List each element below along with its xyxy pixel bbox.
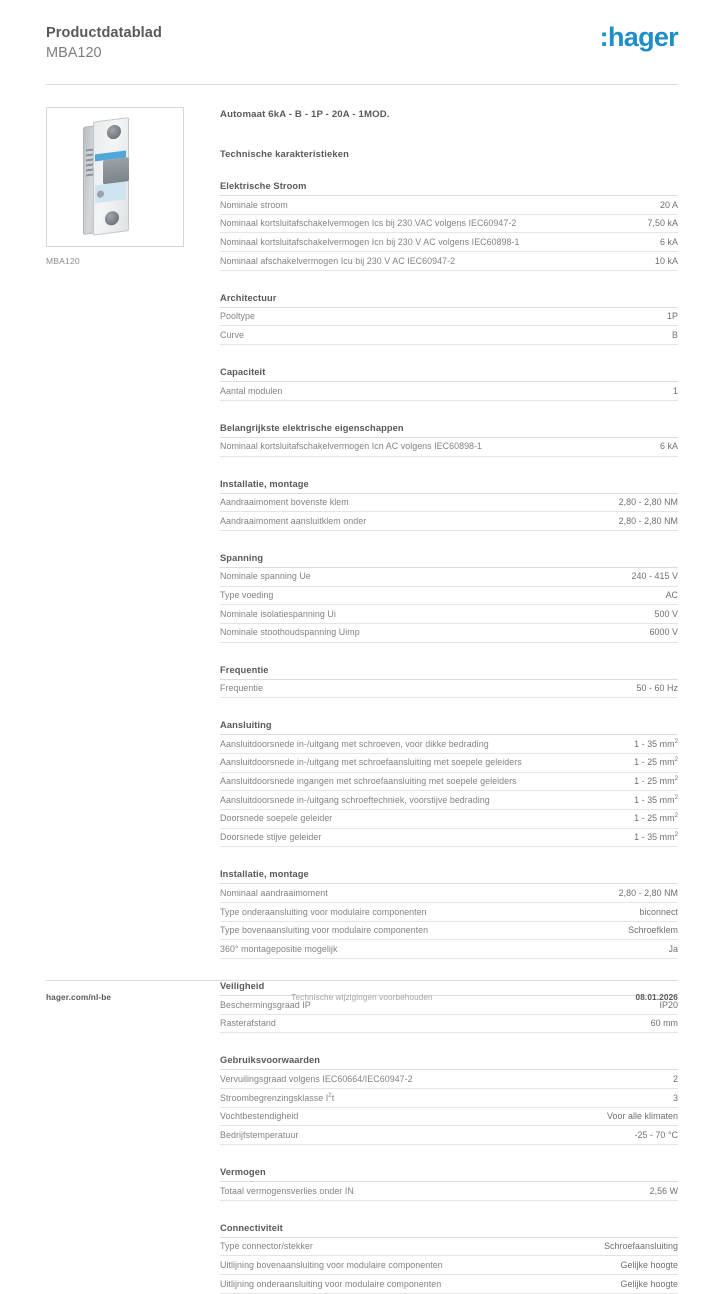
product-description: Automaat 6kA - B - 1P - 20A - 1MOD. — [220, 109, 390, 121]
product-image-caption: MBA120 — [46, 256, 80, 267]
specification-group-title: Elektrische Stroom — [220, 181, 678, 196]
specification-label: Pooltype — [220, 311, 255, 322]
specification-value: 240 - 415 V — [631, 571, 678, 582]
specification-group — [220, 553, 678, 643]
specification-value: 6 kA — [660, 441, 678, 452]
specification-row — [220, 233, 678, 252]
specification-value: 1 - 25 $mm^2$ — [634, 813, 678, 824]
specification-label: Vochtbestendigheid — [220, 1111, 299, 1122]
specification-value: 500 V — [654, 608, 678, 619]
specification-value: 1 - 25 $mm^2$ — [634, 776, 678, 787]
specification-label: Aansluitdoorsnede in-/uitgang schroeftechniek, voorstijve bedrading — [220, 794, 490, 805]
specification-label: Nominaal kortsluitafschakelvermogen Ics bij 230 VAC volgens IEC60947-2 — [220, 218, 517, 229]
specification-groups — [220, 181, 678, 1294]
specification-label: Frequentie — [220, 683, 263, 694]
specification-row — [220, 680, 678, 699]
specification-label: Nominaal aandraaimoment — [220, 887, 328, 898]
specification-row — [220, 1275, 678, 1294]
specification-value: 10 kA — [655, 255, 678, 266]
specification-label: Aansluitdoorsnede ingangen met schroefaansluiting met soepele geleiders — [220, 776, 517, 787]
product-image-column — [46, 107, 198, 266]
specification-group — [220, 869, 678, 959]
specification-row — [220, 903, 678, 922]
specification-value: AC — [665, 590, 678, 601]
specification-row — [220, 735, 678, 754]
specification-label: Beschermingsgraad IP — [220, 999, 311, 1010]
page-header — [46, 0, 678, 63]
specification-row — [220, 196, 678, 215]
specification-value: 20 A — [660, 199, 678, 210]
footer-website[interactable]: hager.com/nl-be — [46, 992, 112, 1002]
specification-value: 1 - 35 $mm^2$ — [634, 794, 678, 805]
specification-value: 1 - 25 $mm^2$ — [634, 757, 678, 768]
specification-label: Nominaal afschakelvermogen Icu bij 230 V AC IEC60947-2 — [220, 255, 456, 266]
specification-row — [220, 252, 678, 271]
specification-label: Uitlijning bovenaansluiting voor modulaire componenten — [220, 1259, 443, 1270]
specification-row — [220, 754, 678, 773]
specification-row — [220, 568, 678, 587]
specification-label: Rasterafstand — [220, 1018, 276, 1029]
specification-label: Nominale stroom — [220, 199, 288, 210]
specification-label: Nominale isolatiespanning Ui — [220, 608, 336, 619]
footer-content — [46, 981, 678, 1002]
specification-group-title: Belangrijkste elektrische eigenschappen — [220, 423, 678, 438]
product-image-box — [46, 107, 184, 247]
specification-group-title: Spanning — [220, 553, 678, 568]
specification-row — [220, 438, 678, 457]
specification-group-title: Connectiviteit — [220, 1223, 678, 1238]
specification-label: Curve — [220, 330, 244, 341]
specification-label: Nominaal kortsluitafschakelvermogen Icn AC volgens IEC60898-1 — [220, 441, 483, 452]
specification-label: Doorsnede stijve geleider — [220, 832, 322, 843]
specification-row — [220, 884, 678, 903]
specification-value: 2,80 - 2,80 NM — [618, 887, 678, 898]
specification-value: Gelijke hoogte — [620, 1278, 678, 1289]
page-footer — [46, 980, 678, 1002]
specification-value: IP20 — [659, 999, 678, 1010]
specification-label: Aandraaimoment aansluitklem onder — [220, 515, 367, 526]
specification-row — [220, 1108, 678, 1127]
specification-value: 6000 V — [649, 627, 678, 638]
specification-label: Aansluitdoorsnede in-/uitgang met schroefaansluiting met soepele geleiders — [220, 757, 522, 768]
specification-value: 6 kA — [660, 237, 678, 248]
specification-value: 50 - 60 Hz — [636, 683, 678, 694]
specification-value: 2,80 - 2,80 NM — [618, 497, 678, 508]
specification-value: 1P — [667, 311, 678, 322]
specification-row — [220, 494, 678, 513]
specification-row — [220, 587, 678, 606]
specifications-column — [198, 107, 678, 1294]
specification-row — [220, 382, 678, 401]
specification-value: 2 — [673, 1073, 678, 1084]
specification-group — [220, 1167, 678, 1201]
specification-value: biconnect — [639, 906, 678, 917]
specification-row — [220, 829, 678, 848]
specification-row — [220, 1256, 678, 1275]
specification-group-title: Installatie, montage — [220, 869, 678, 884]
specification-row — [220, 1182, 678, 1201]
specification-group — [220, 479, 678, 531]
specification-group — [220, 720, 678, 847]
specification-value: 1 - 35 $mm^2$ — [634, 738, 678, 749]
specification-label: Nominaal kortsluitafschakelvermogen Icn bij 230 V AC volgens IEC60898-1 — [220, 237, 520, 248]
specification-group — [220, 1055, 678, 1145]
specification-group-title: Installatie, montage — [220, 479, 678, 494]
specification-group-title: Architectuur — [220, 293, 678, 308]
specification-group-title: Veiligheid — [220, 981, 678, 996]
specification-value: 60 mm — [650, 1018, 678, 1029]
specification-row — [220, 326, 678, 345]
specification-label: Bedrijfstemperatuur — [220, 1129, 299, 1140]
specification-label: Type voeding — [220, 590, 274, 601]
specification-row — [220, 940, 678, 959]
specification-value: Schroefklem — [628, 925, 678, 936]
specification-group-title: Aansluiting — [220, 720, 678, 735]
footer-date: 08.01.2026 — [635, 992, 679, 1002]
specification-row — [220, 512, 678, 531]
specification-value: 3 — [673, 1092, 678, 1103]
specification-label: Doorsnede soepele geleider — [220, 813, 333, 824]
specification-value: 2,80 - 2,80 NM — [618, 515, 678, 526]
breaker-toggle-lever — [103, 157, 129, 184]
specification-value: -25 - 70 °C — [634, 1129, 678, 1140]
specification-row — [220, 1238, 678, 1257]
title-block — [46, 22, 162, 63]
specification-value: Schroefaansluiting — [604, 1241, 678, 1252]
specification-value: B — [672, 330, 678, 341]
page-title: Productdatablad — [46, 25, 162, 41]
specification-value: Voor alle klimaten — [607, 1111, 678, 1122]
specification-row — [220, 215, 678, 234]
specification-label: Aantal modulen — [220, 385, 283, 396]
specification-row — [220, 308, 678, 327]
specification-value: 1 — [673, 385, 678, 396]
hager-logo: :hager — [599, 22, 678, 52]
specification-label: Aandraaimoment bovenste klem — [220, 497, 349, 508]
specification-group-title: Vermogen — [220, 1167, 678, 1182]
circuit-breaker-illustration — [83, 117, 129, 235]
specification-label: Totaal vermogensverlies onder IN — [220, 1185, 354, 1196]
specification-row — [220, 1126, 678, 1145]
specification-label: Type connector/stekker — [220, 1241, 313, 1252]
specification-value: Ja — [668, 943, 678, 954]
specification-group-title: Gebruiksvoorwaarden — [220, 1055, 678, 1070]
specification-group — [220, 181, 678, 271]
specifications-heading: Technische karakteristieken — [220, 148, 349, 160]
specification-label: Aansluitdoorsnede in-/uitgang met schroeven, voor dikke bedrading — [220, 738, 489, 749]
specification-group-title: Capaciteit — [220, 367, 678, 382]
specification-value: 2,56 W — [649, 1185, 678, 1196]
specification-row — [220, 810, 678, 829]
specification-row — [220, 773, 678, 792]
specification-group — [220, 293, 678, 345]
specification-row — [220, 1070, 678, 1089]
specification-label: Nominale stoothoudspanning Uimp — [220, 627, 360, 638]
specification-value: 1 - 35 $mm^2$ — [634, 832, 678, 843]
specification-label: 360° montagepositie mogelijk — [220, 943, 338, 954]
specification-row — [220, 605, 678, 624]
specification-group — [220, 367, 678, 401]
product-reference: MBA120 — [46, 44, 102, 61]
page-content — [46, 85, 678, 1294]
specification-group — [220, 1223, 678, 1294]
specification-value: Gelijke hoogte — [620, 1259, 678, 1270]
specification-group — [220, 423, 678, 457]
specification-row — [220, 1089, 678, 1108]
specification-label: Uitlijning onderaansluiting voor modulaire componenten — [220, 1278, 442, 1289]
specification-label: Stroombegrenzingsklasse $I^2t$ — [220, 1092, 335, 1103]
footer-disclaimer: Technische wijzigingen voorbehouden — [291, 992, 433, 1002]
specification-label: Vervuilingsgraad volgens IEC60664/IEC60947-2 — [220, 1073, 413, 1084]
specification-label: Type onderaansluiting voor modulaire componenten — [220, 906, 427, 917]
specification-label: Nominale spanning Ue — [220, 571, 311, 582]
specification-row — [220, 791, 678, 810]
specification-row — [220, 624, 678, 643]
specification-row — [220, 922, 678, 941]
specification-value: 7,50 kA — [647, 218, 678, 229]
specification-group-title: Frequentie — [220, 665, 678, 680]
specification-label: Type bovenaansluiting voor modulaire componenten — [220, 925, 429, 936]
specification-group — [220, 665, 678, 699]
